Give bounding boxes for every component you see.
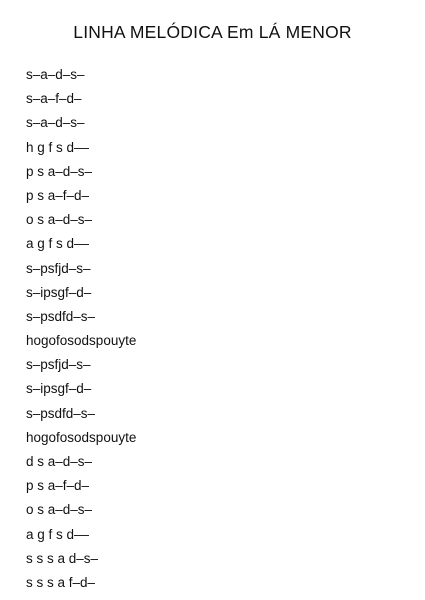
melody-line: hogofosodspouyte [26,429,137,445]
melody-line: p s a–f–d– [26,187,90,203]
melody-line: s–psdfd–s– [26,308,96,324]
melody-line: s–psfjd–s– [26,357,91,373]
melody-line: s–a–f–d– [26,91,82,107]
melody-line: hogofosodspouyte [26,333,137,349]
melody-line: s–psdfd–s– [26,405,96,421]
melody-line: s–ipsgf–d– [26,284,92,300]
melody-line: a g f s d–– [26,236,90,252]
melody-line: o s a–d–s– [26,502,93,518]
melody-line-list [26,66,415,598]
melody-line: h g f s d–– [26,139,90,155]
melody-line: p s a–f–d– [26,478,90,494]
melody-line: s–a–d–s– [26,115,85,131]
melody-line: s s s a f–d– [26,574,96,590]
melody-line: s–ipsgf–d– [26,381,92,397]
page-title: LINHA MELÓDICA Em LÁ MENOR [73,22,352,42]
melody-line: s–psfjd–s– [26,260,91,276]
melody-line: o s a–d–s– [26,212,93,228]
melody-line: s s s a d–s– [26,550,99,566]
melody-line: d s a–d–s– [26,454,93,469]
melody-line: p s a–d–s– [26,163,93,179]
melody-line: a g f s d–– [26,526,90,542]
melody-line: s–a–d–s– [26,67,85,82]
